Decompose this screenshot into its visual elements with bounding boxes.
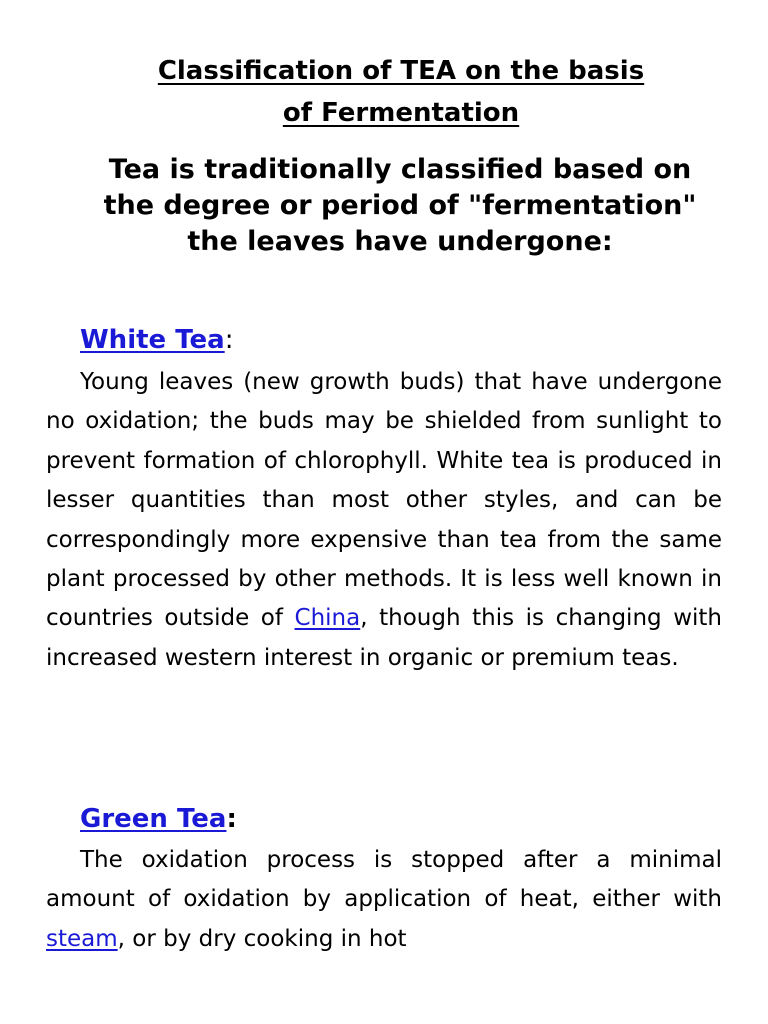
- china-link[interactable]: China: [294, 605, 361, 632]
- green-tea-text-start: The oxidation process is stopped after a minimal amount of oxidation by application of heat, either with: [46, 847, 722, 913]
- green-tea-paragraph: [46, 841, 722, 959]
- document-title: [60, 50, 742, 134]
- white-tea-heading-colon: :: [224, 325, 234, 355]
- white-tea-text-start: Young leaves (new growth buds) that have undergone no oxidation; the buds may be shielded from sunlight to prevent formation of chlorophyll. White tea is produced in lesser quantities than most other styles, and can be correspondingly more expensive than tea from the same plant processed by other methods. It is less well known in countries outside of: [46, 369, 722, 632]
- white-tea-paragraph: [46, 363, 722, 678]
- green-tea-text-end: , or by dry cooking in hot: [117, 925, 407, 952]
- title-line-2: of Fermentation: [282, 98, 520, 128]
- white-tea-text-end: , though this is changing with increased western interest in organic or premium teas.: [46, 605, 722, 671]
- green-tea-heading: [80, 801, 237, 837]
- green-tea-heading-colon: :: [226, 804, 237, 834]
- title-line-1: Classification of TEA on the basis: [157, 56, 645, 86]
- white-tea-link[interactable]: White Tea: [80, 325, 225, 355]
- intro-text: Tea is traditionally classified based on the degree or period of "fermentation" the leaves have undergone:: [103, 154, 697, 257]
- white-tea-heading: [80, 322, 233, 358]
- steam-link[interactable]: steam: [46, 925, 118, 952]
- green-tea-link[interactable]: Green Tea: [80, 804, 227, 834]
